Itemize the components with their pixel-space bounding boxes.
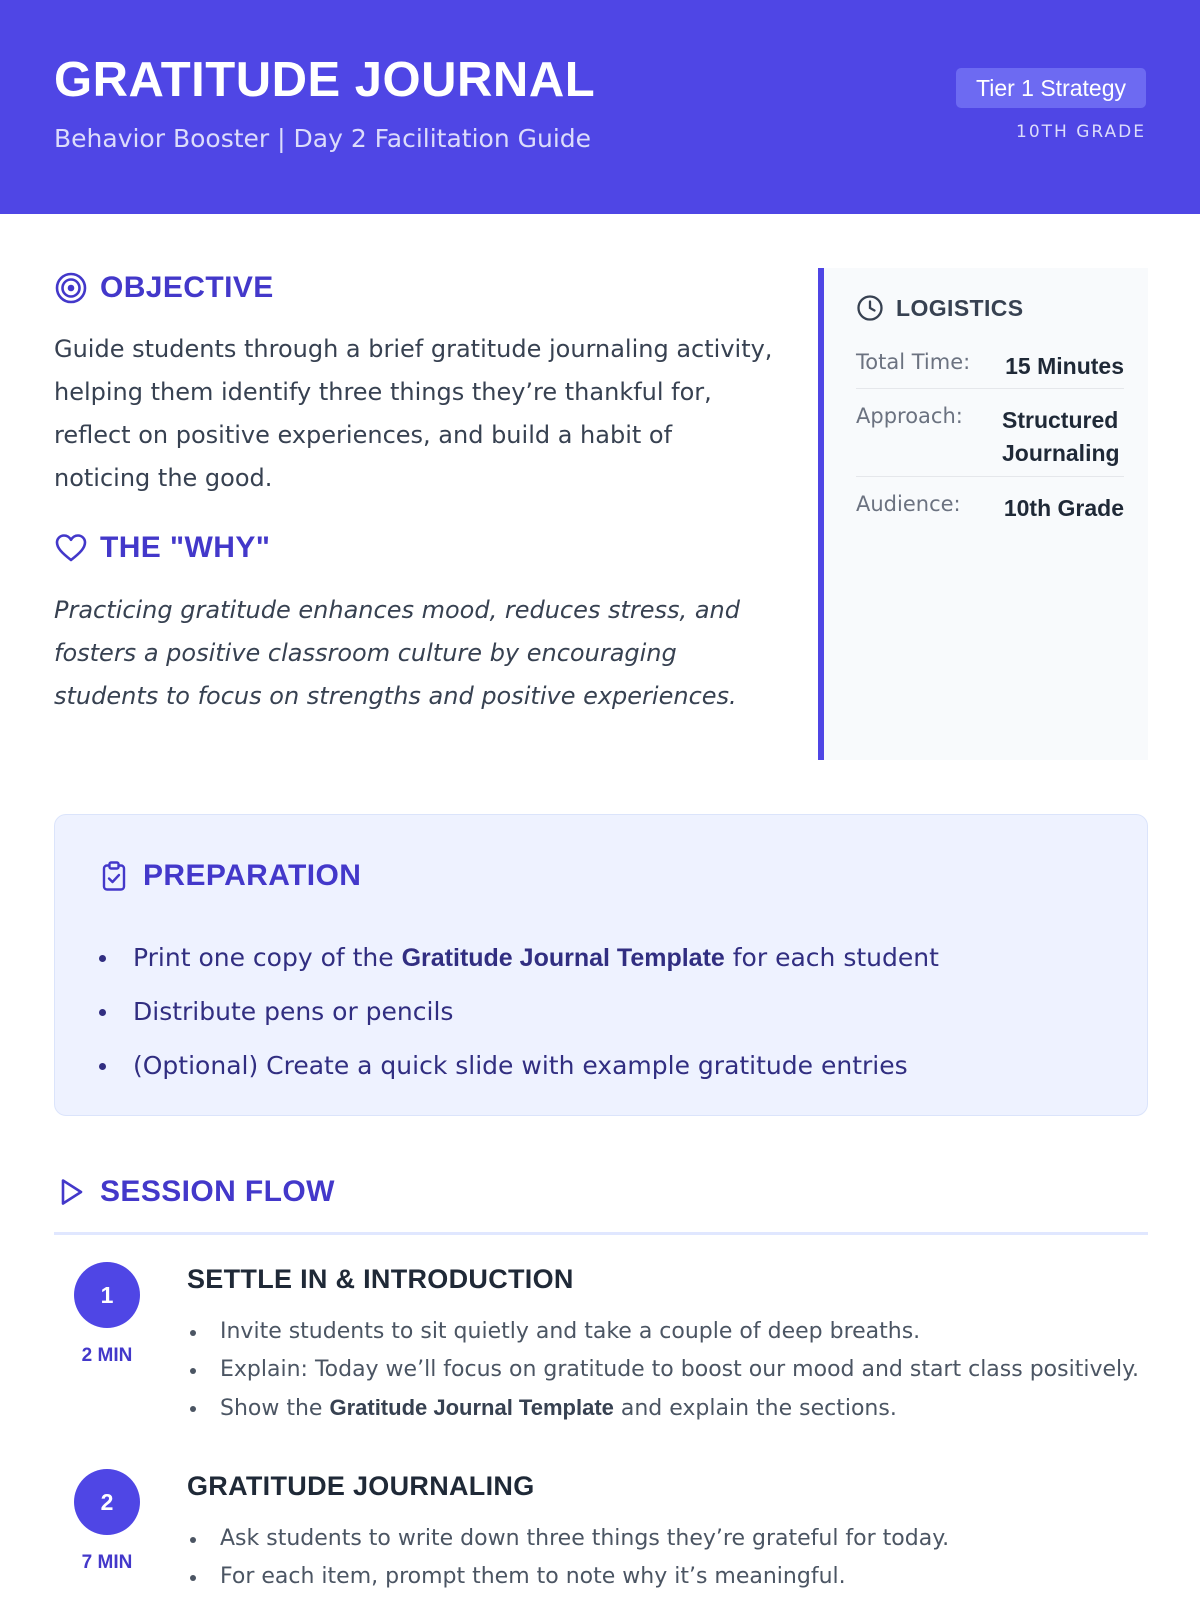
list-item: Ask students to write down three things they’re grateful for today.: [187, 1520, 949, 1558]
step-title: SETTLE IN & INTRODUCTION: [187, 1264, 574, 1294]
clock-icon: [856, 294, 884, 322]
why-heading: [54, 531, 270, 565]
list-item: For each item, prompt them to note why it’s meaningful.: [187, 1558, 949, 1596]
heart-icon: [54, 531, 88, 565]
page-subtitle: Behavior Booster | Day 2 Facilitation Guide: [54, 124, 592, 153]
logistics-value: 10th Grade: [1003, 495, 1124, 521]
play-icon: [54, 1175, 88, 1209]
logistics-divider: [856, 388, 1124, 389]
tier-badge: Tier 1 Strategy: [956, 68, 1146, 108]
step-duration: 7 MIN: [81, 1552, 133, 1573]
page-title: GRATITUDE JOURNAL: [54, 53, 596, 107]
why-title: THE "WHY": [100, 531, 271, 564]
grade-label: 10TH GRADE: [1016, 122, 1146, 142]
why-text: Practicing gratitude enhances mood, reduces stress, and fosters a positive classroom culture by encouraging students to focus on strengths and positive experiences.: [54, 596, 740, 710]
objective-title: OBJECTIVE: [100, 271, 274, 304]
logistics-label: Audience:: [856, 492, 961, 516]
list-item: Print one copy of the Gratitude Journal Template for each student: [97, 931, 939, 985]
list-item: Show the Gratitude Journal Template and explain the sections.: [187, 1389, 1139, 1428]
logistics-panel: [818, 268, 1148, 760]
objective-heading: [54, 271, 274, 305]
list-item: (Optional) Create a quick slide with example gratitude entries: [97, 1039, 939, 1093]
session-flow-heading: [54, 1175, 335, 1209]
logistics-value: Structured Journaling: [1002, 407, 1120, 466]
step-number: 1: [74, 1262, 140, 1328]
step-title: GRATITUDE JOURNALING: [187, 1471, 535, 1501]
logistics-title: LOGISTICS: [896, 294, 1024, 321]
logistics-row-approach: [856, 404, 1124, 470]
preparation-panel: [54, 814, 1148, 1116]
preparation-heading: [97, 859, 361, 893]
step-duration: 2 MIN: [81, 1345, 133, 1366]
step-number: 2: [74, 1469, 140, 1535]
session-flow-divider: [54, 1232, 1148, 1235]
clipboard-check-icon: [97, 859, 131, 893]
list-item: Distribute pens or pencils: [97, 985, 939, 1039]
logistics-label: Approach:: [856, 404, 963, 428]
logistics-value: 15 Minutes: [1005, 353, 1124, 379]
step-list: [187, 1313, 1139, 1428]
logistics-divider: [856, 476, 1124, 477]
page-header: [0, 0, 1200, 214]
list-item: Invite students to sit quietly and take a couple of deep breaths.: [187, 1313, 1139, 1351]
objective-text: Guide students through a brief gratitude journaling activity, helping them identify three things they’re thankful for, reflect on positive experiences, and build a habit of noticing the good.: [54, 335, 773, 492]
preparation-title: PREPARATION: [143, 859, 362, 892]
logistics-row-time: [856, 350, 1124, 384]
preparation-list: [97, 931, 939, 1093]
list-item: Explain: Today we’ll focus on gratitude to boost our mood and start class positively.: [187, 1351, 1139, 1389]
logistics-label: Total Time:: [856, 350, 971, 374]
target-icon: [54, 271, 88, 305]
session-flow-title: SESSION FLOW: [100, 1175, 335, 1208]
logistics-row-audience: [856, 492, 1124, 526]
logistics-heading: [856, 294, 1024, 322]
step-list: [187, 1520, 949, 1596]
